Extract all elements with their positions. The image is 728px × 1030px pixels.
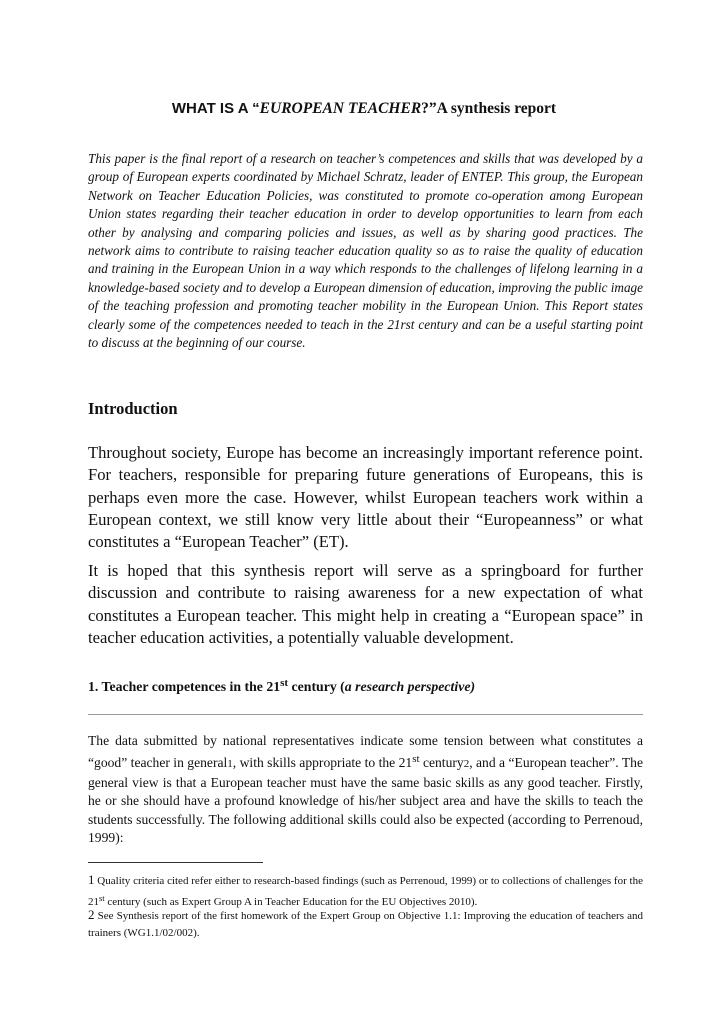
section-1-heading-mid: century ( [288, 679, 345, 694]
section-1-heading-italic: a research perspective) [344, 679, 476, 694]
footnote-1-sup: st [99, 893, 105, 904]
section-1-text-d: , and a “European teacher”. The general view is that a European teacher must have the same basic skills as any good teacher. Firstly, he or she should have a profound knowledge of his/her subject area and have the skills to teach the students successfully. The following additional skills could also be expected (according to Perrenoud, 1999): [88, 755, 643, 846]
section-1-text-a: The data submitted by national representatives indicate some tension between what constitutes a “good” teacher in general [88, 733, 643, 771]
footnote-1-number: 1 [88, 872, 95, 887]
footnote-ref-2[interactable]: 2 [463, 758, 470, 771]
title-italic: EUROPEAN TEACHER [259, 100, 422, 118]
footnote-ref-1[interactable]: 1 [227, 758, 233, 771]
document-title [0, 100, 728, 118]
introduction-paragraph-1: Throughout society, Europe has become an increasingly important reference point. For teachers, responsible for preparing future generations of Europeans, this is perhaps even more the case. However, whilst European teachers work within a European context, we still know very little about their “Europeanness” or what constitutes a “European Teacher” (ET). [88, 443, 643, 552]
footnote-1-text-b: century (such as Expert Group A in Teacher Education for the EU Objectives 2010). [104, 896, 478, 909]
section-1-text-b: , with skills appropriate to the 21 [232, 755, 413, 771]
footnote-2-text: See Synthesis report of the first homework of the Expert Group on Objective 1.1: Improving the education of teachers and trainers (WG1.1/02/002). [88, 910, 643, 940]
section-divider [88, 714, 643, 715]
section-1-paragraph [88, 732, 643, 847]
section-1-sup: st [412, 753, 420, 766]
footnote-1-text-a: Quality criteria cited refer either to research-based findings (such as Perrenoud, 1999) or to collections of challenges for the 21 [88, 875, 643, 909]
introduction-paragraph-2: It is hoped that this synthesis report will serve as a springboard for further discussion and contribute to raising awareness for a new expectation of what constitutes a European teacher. This might help in creating a “European space” in teacher education activities, a potentially valuable development. [88, 561, 643, 647]
abstract-paragraph: This paper is the final report of a research on teacher’s competences and skills that was developed by a group of European experts coordinated by Michael Schratz, leader of ENTEP. This group, the European Network on Teacher Education Policies, was constituted to promote co-operation among European Union states regarding their teacher education in order to develop opportunities to learn from each other by analysing and comparing policies and issues, as well as by sharing good practices. The network aims to contribute to raising teacher education quality so as to raise the quality of education and training in the European Union in a way which responds to the challenges of lifelong learning in a knowledge-based society and to develop a European dimension of education, improving the public image of the teaching profession and promoting teacher mobility in the European Union. This Report states clearly some of the competences needed to teach in the 21rst century and can be a useful starting point to discuss at the beginning of our course. [88, 151, 643, 351]
footnote-separator [88, 862, 263, 863]
section-1-text-c: century [419, 755, 464, 771]
section-1-heading-sup: st [280, 677, 289, 689]
section-1-heading-text: 1. Teacher competences in the 21 [88, 679, 281, 694]
section-1-heading [88, 677, 475, 695]
introduction-heading: Introduction [88, 399, 178, 418]
title-suffix: ?”A synthesis report [421, 100, 557, 118]
footnote-2 [88, 906, 643, 943]
title-prefix: WHAT IS A “ [171, 100, 260, 118]
footnote-2-number: 2 [88, 907, 95, 922]
